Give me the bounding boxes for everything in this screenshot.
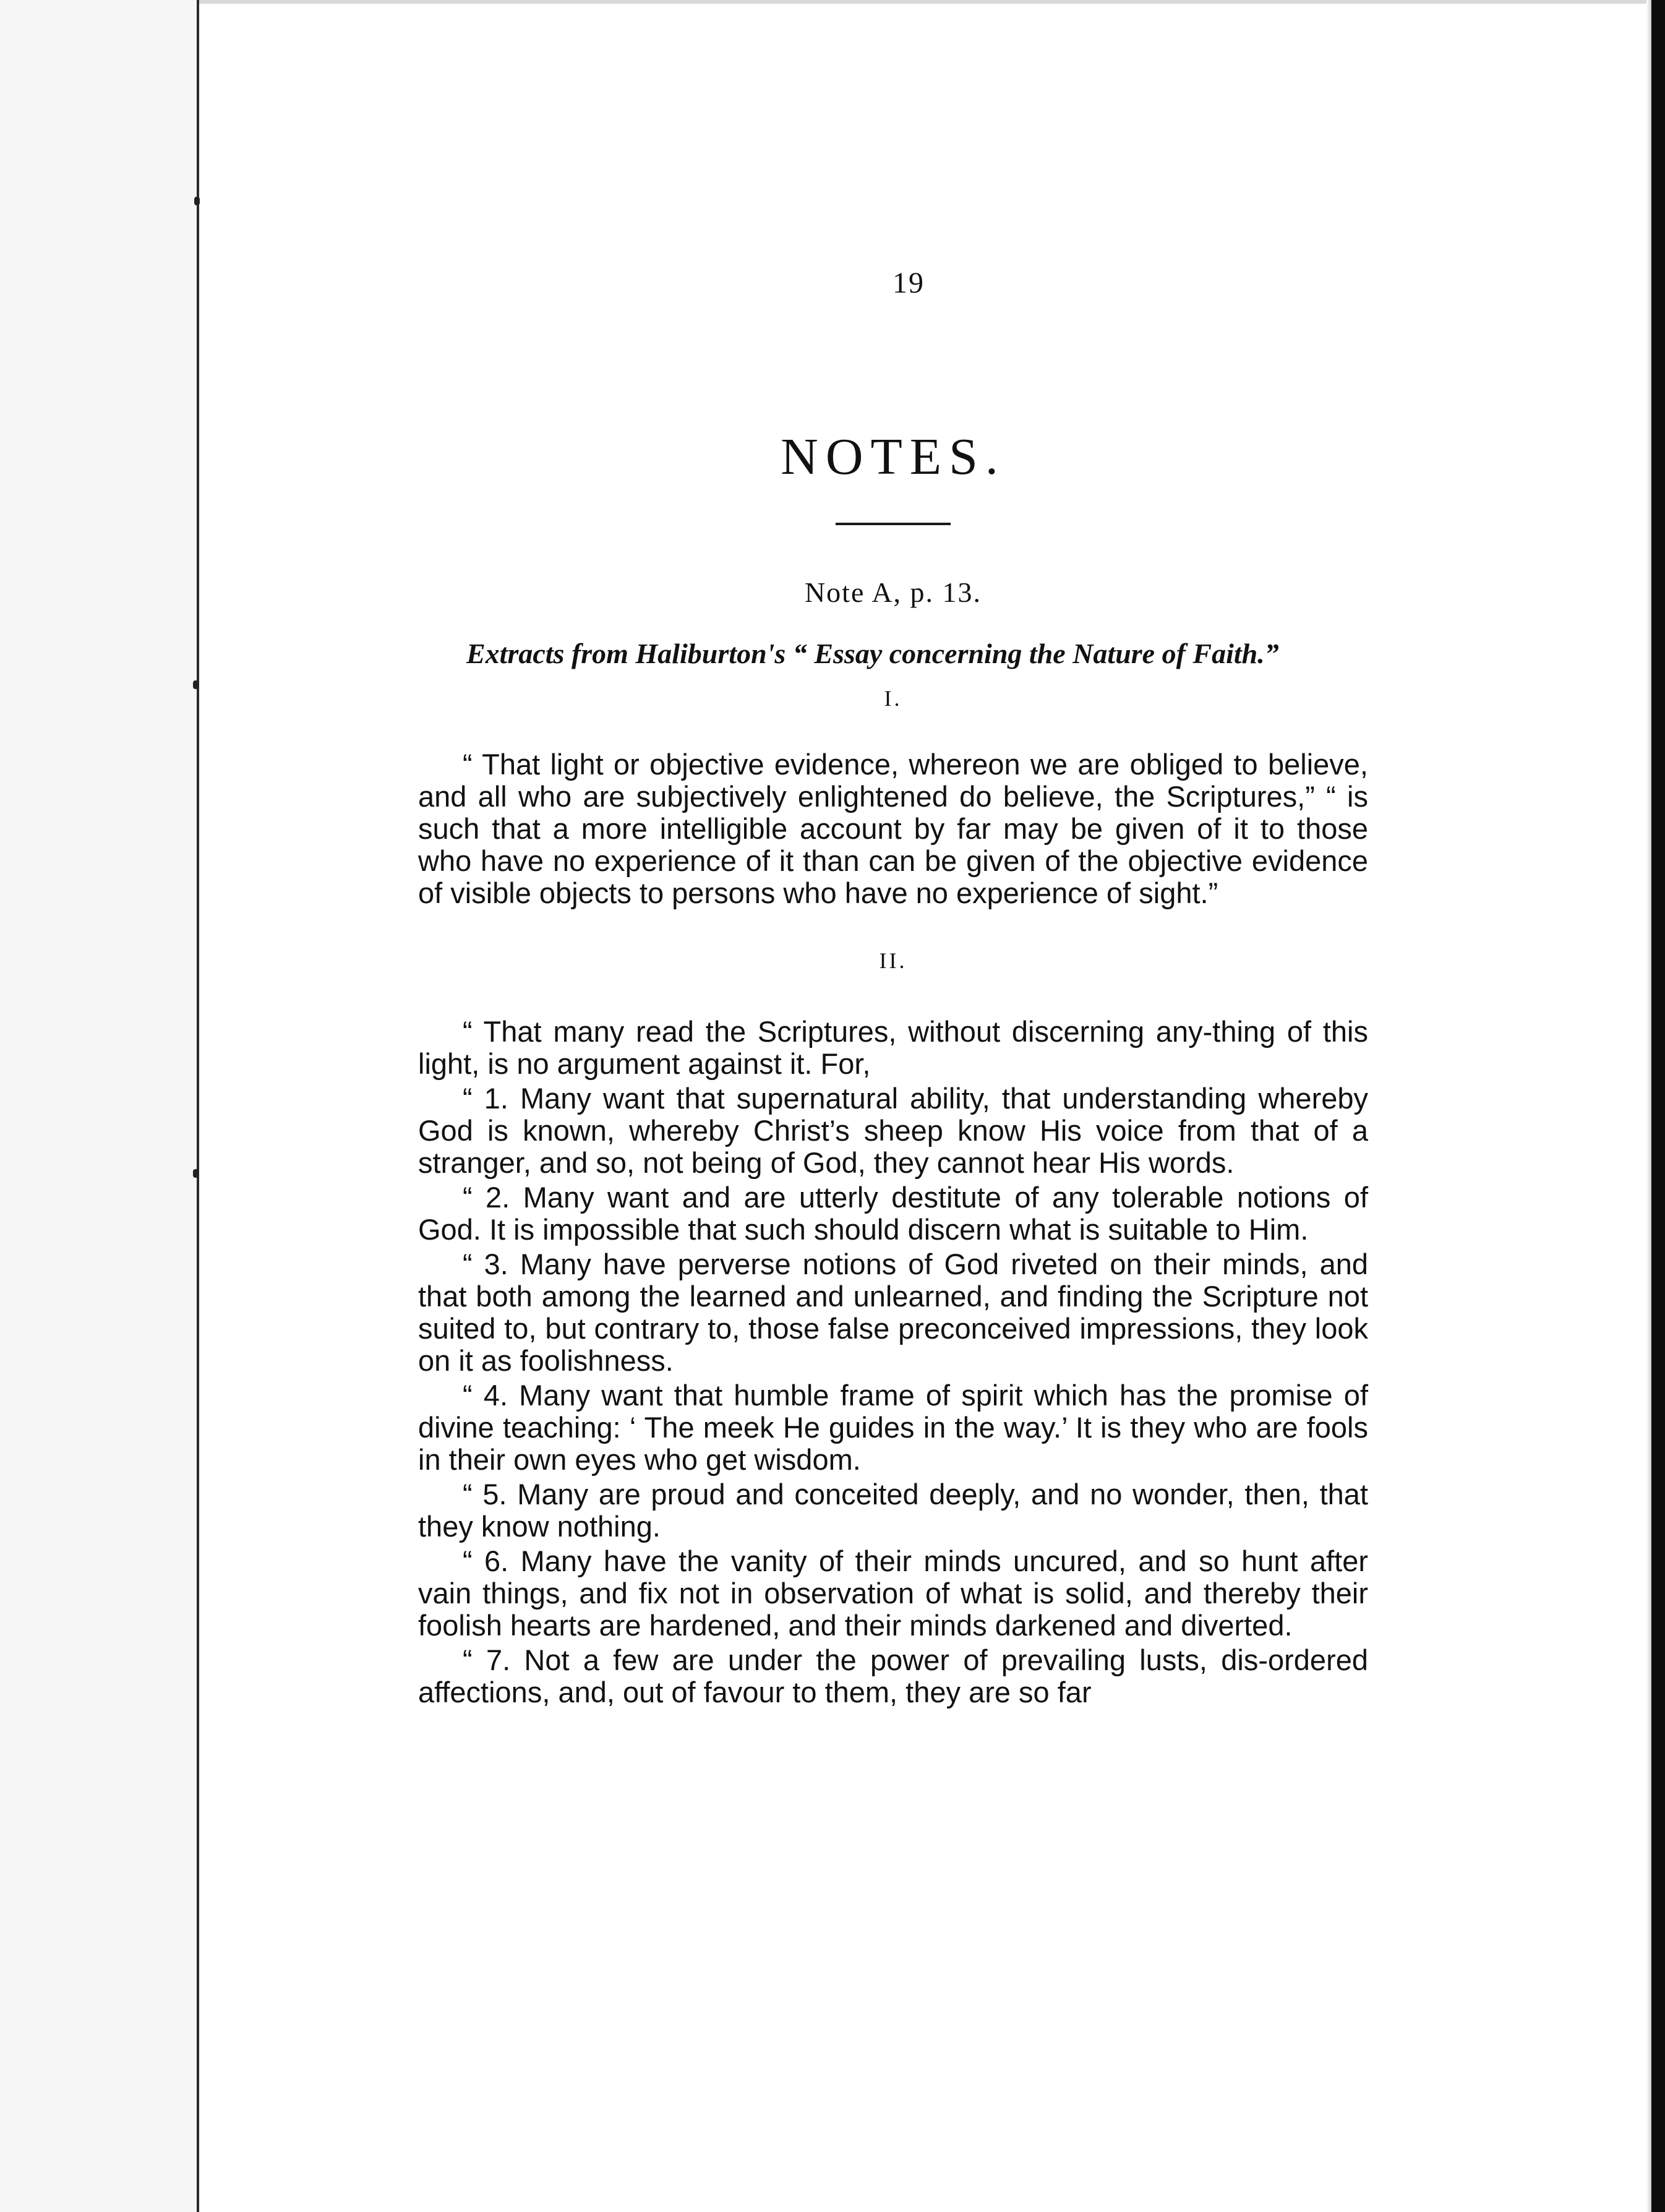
section-2-intro-paragraph: “ That many read the Scriptures, without discerning any-thing of this light, is no argument against it. For, (418, 1015, 1368, 1080)
section-numeral-1: I. (884, 686, 902, 711)
binding-mark (193, 680, 199, 689)
note-heading: Note A, p. 13. (804, 577, 982, 608)
list-item-5: “ 5. Many are proud and conceited deeply, and no wonder, then, that they know nothing. (418, 1478, 1368, 1543)
page-top-shadow (199, 0, 1651, 4)
page-right-shadow (1646, 0, 1651, 2212)
section-1-paragraph: “ That light or objective evidence, whereon we are obliged to believe, and all who are subjectively enlightened do believe, the Scriptures,” “ is such that a more intelligible account by far may be given of it to those who have no experience of it than can be given of the objective evidence of visible objects to persons who have no experience of sight.” (418, 748, 1368, 909)
binding-mark (193, 1169, 199, 1178)
page-title: NOTES. (781, 428, 1006, 486)
list-item-4: “ 4. Many want that humble frame of spirit which has the promise of divine teaching: ‘ The meek He guides in the way.’ It is they who are fools in their own eyes who get wisdom. (418, 1379, 1368, 1476)
list-item-6: “ 6. Many have the vanity of their minds uncured, and so hunt after vain things, and fix not in observation of what is solid, and thereby their foolish hearts are hardened, and their minds darkened and diverted. (418, 1545, 1368, 1642)
document-page (418, 266, 1368, 1708)
list-item-3: “ 3. Many have perverse notions of God riveted on their minds, and that both among the learned and unlearned, and finding the Scripture not suited to, but contrary to, those false preconceived impressions, they look on it as foolishness. (418, 1248, 1368, 1377)
page-number: 19 (892, 267, 925, 299)
title-rule (836, 523, 951, 525)
extract-heading: Extracts from Haliburton's “ Essay concerning the Nature of Faith.” (466, 638, 1279, 669)
scan-right-edge (1651, 0, 1665, 2212)
binding-mark (194, 197, 200, 205)
facing-page-gutter (0, 0, 197, 2212)
binding-edge (197, 0, 199, 2212)
list-item-2: “ 2. Many want and are utterly destitute of any tolerable notions of God. It is impossible that such should discern what is suitable to Him. (418, 1181, 1368, 1246)
list-item-7: “ 7. Not a few are under the power of prevailing lusts, dis-ordered affections, and, out of favour to them, they are so far (418, 1644, 1368, 1708)
section-numeral-2: II. (879, 948, 907, 973)
list-item-1: “ 1. Many want that supernatural ability, that understanding whereby God is known, whereby Christ’s sheep know His voice from that of a stranger, and so, not being of God, they cannot hear His words. (418, 1082, 1368, 1179)
